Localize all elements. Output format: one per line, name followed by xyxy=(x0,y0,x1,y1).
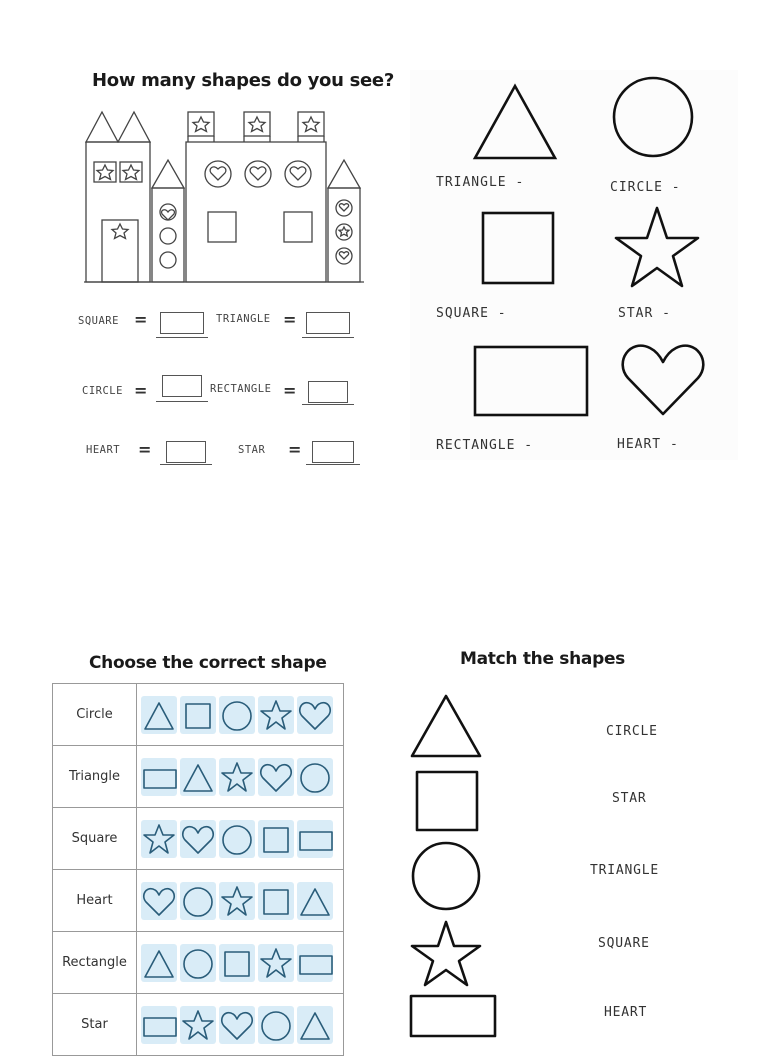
triangle-option[interactable] xyxy=(297,1006,333,1044)
triangle-option[interactable] xyxy=(297,882,333,920)
triangle-icon xyxy=(142,946,176,980)
match-shapes-column xyxy=(408,692,484,1024)
equals-sign: = xyxy=(283,310,297,329)
castle-circle xyxy=(336,200,352,216)
key-label-star: STAR - xyxy=(618,306,671,321)
star-icon xyxy=(181,1008,215,1042)
castle-heart xyxy=(250,167,266,180)
circle-option[interactable] xyxy=(180,882,216,920)
triangle-count-box[interactable] xyxy=(306,312,350,334)
rectangle-count-box[interactable] xyxy=(308,381,348,403)
rectangle-icon xyxy=(142,760,176,794)
answer-underline xyxy=(160,464,212,465)
equals-sign: = xyxy=(134,381,148,400)
castle-circle xyxy=(285,161,311,187)
square-option[interactable] xyxy=(219,944,255,982)
castle-triangle xyxy=(152,160,184,188)
equals-sign: = xyxy=(283,381,297,400)
square-icon xyxy=(220,946,254,980)
rectangle-option[interactable] xyxy=(297,944,333,982)
equals-sign: = xyxy=(134,310,148,329)
circle-option[interactable] xyxy=(219,696,255,734)
star-option[interactable] xyxy=(219,758,255,796)
choose-row-options xyxy=(137,932,344,994)
equals-sign: = xyxy=(288,440,302,459)
circle-option[interactable] xyxy=(297,758,333,796)
castle-heart xyxy=(290,167,306,180)
castle-square xyxy=(284,212,312,242)
choose-row-label: Square xyxy=(53,808,137,870)
choose-row-options xyxy=(137,684,344,746)
choose-row-label: Star xyxy=(53,994,137,1056)
key-label-square: SQUARE - xyxy=(436,306,507,321)
star-icon xyxy=(259,698,293,732)
circle-count-box[interactable] xyxy=(162,375,202,397)
star-option[interactable] xyxy=(180,1006,216,1044)
square-icon xyxy=(417,772,477,830)
match-title: Match the shapes xyxy=(460,649,626,669)
answer-underline xyxy=(302,337,354,338)
square-option[interactable] xyxy=(258,882,294,920)
heart-icon xyxy=(259,760,293,794)
match-name-star[interactable]: STAR xyxy=(612,791,647,806)
match-name-circle[interactable]: CIRCLE xyxy=(606,724,658,739)
castle-star xyxy=(193,117,209,132)
square-icon xyxy=(480,210,556,286)
heart-option[interactable] xyxy=(141,882,177,920)
heart-option[interactable] xyxy=(258,758,294,796)
circle-icon xyxy=(259,1008,293,1042)
square-option[interactable] xyxy=(180,696,216,734)
match-name-triangle[interactable]: TRIANGLE xyxy=(590,863,660,878)
choose-row xyxy=(53,932,344,994)
heart-icon xyxy=(620,340,706,418)
triangle-option[interactable] xyxy=(141,944,177,982)
answer-label-heart: HEART xyxy=(86,444,121,456)
answer-underline xyxy=(306,464,360,465)
square-icon xyxy=(259,822,293,856)
castle-circle xyxy=(160,228,176,244)
square-icon xyxy=(259,884,293,918)
castle-star xyxy=(339,227,349,236)
circle-icon xyxy=(298,760,332,794)
triangle-icon xyxy=(142,698,176,732)
castle-heart xyxy=(339,204,348,211)
choose-row-options xyxy=(137,808,344,870)
heart-icon xyxy=(142,884,176,918)
choose-row xyxy=(53,684,344,746)
answer-label-square: SQUARE xyxy=(78,315,119,327)
star-icon xyxy=(412,922,480,985)
circle-option[interactable] xyxy=(180,944,216,982)
star-icon xyxy=(220,760,254,794)
castle-square xyxy=(208,212,236,242)
key-label-rectangle: RECTANGLE - xyxy=(436,438,534,453)
circle-icon xyxy=(413,843,479,909)
castle-star xyxy=(123,165,139,180)
key-label-heart: HEART - xyxy=(617,437,679,452)
choose-row xyxy=(53,870,344,932)
castle-circle xyxy=(336,248,352,264)
castle-triangle xyxy=(328,160,360,188)
choose-row-label: Circle xyxy=(53,684,137,746)
star-icon xyxy=(259,946,293,980)
heart-icon xyxy=(181,822,215,856)
star-option[interactable] xyxy=(258,696,294,734)
choose-row-label: Rectangle xyxy=(53,932,137,994)
choose-row-options xyxy=(137,994,344,1056)
rectangle-icon xyxy=(298,946,332,980)
answer-underline xyxy=(156,401,208,402)
heart-option[interactable] xyxy=(180,820,216,858)
castle-rectangle xyxy=(86,142,150,282)
answer-label-star: STAR xyxy=(238,444,266,456)
castle-heart xyxy=(339,252,348,259)
equals-sign: = xyxy=(138,440,152,459)
circle-icon xyxy=(181,946,215,980)
choose-row-label: Heart xyxy=(53,870,137,932)
castle-star xyxy=(97,165,113,180)
star-option[interactable] xyxy=(258,944,294,982)
triangle-icon xyxy=(298,884,332,918)
castle-circle xyxy=(245,161,271,187)
square-count-box[interactable] xyxy=(160,312,204,334)
match-name-heart[interactable]: HEART xyxy=(604,1005,648,1020)
answer-label-triangle: TRIANGLE xyxy=(216,313,271,325)
circle-option[interactable] xyxy=(219,820,255,858)
rectangle-icon xyxy=(411,996,495,1036)
answer-label-circle: CIRCLE xyxy=(82,385,123,397)
castle-triangle xyxy=(118,112,150,142)
star-icon xyxy=(142,822,176,856)
match-name-square[interactable]: SQUARE xyxy=(598,936,650,951)
circle-icon xyxy=(220,698,254,732)
key-label-circle: CIRCLE - xyxy=(610,180,681,195)
triangle-option[interactable] xyxy=(180,758,216,796)
rectangle-option[interactable] xyxy=(297,820,333,858)
star-icon xyxy=(220,884,254,918)
castle-star xyxy=(249,117,265,132)
castle-triangle xyxy=(86,112,118,142)
choose-row xyxy=(53,808,344,870)
square-option[interactable] xyxy=(258,820,294,858)
triangle-icon xyxy=(298,1008,332,1042)
castle-circle xyxy=(205,161,231,187)
castle-heart xyxy=(210,167,226,180)
circle-option[interactable] xyxy=(258,1006,294,1044)
star-icon xyxy=(612,204,702,290)
triangle-icon xyxy=(412,696,480,756)
heart-count-box[interactable] xyxy=(166,441,206,463)
castle-illustration xyxy=(82,108,372,288)
circle-icon xyxy=(220,822,254,856)
square-icon xyxy=(181,698,215,732)
triangle-option[interactable] xyxy=(141,696,177,734)
castle-title: How many shapes do you see? xyxy=(92,70,394,91)
castle-star xyxy=(112,224,128,239)
choose-row-label: Triangle xyxy=(53,746,137,808)
heart-icon xyxy=(298,698,332,732)
castle-star xyxy=(303,117,319,132)
castle-rectangle xyxy=(328,188,360,282)
triangle-icon xyxy=(470,82,560,162)
rectangle-icon xyxy=(298,822,332,856)
heart-option[interactable] xyxy=(297,696,333,734)
choose-row-options xyxy=(137,870,344,932)
choose-row-options xyxy=(137,746,344,808)
choose-row xyxy=(53,746,344,808)
circle-icon xyxy=(610,74,696,160)
choose-title: Choose the correct shape xyxy=(89,653,327,673)
triangle-icon xyxy=(181,760,215,794)
rectangle-icon xyxy=(142,1008,176,1042)
heart-icon xyxy=(220,1008,254,1042)
star-count-box[interactable] xyxy=(312,441,354,463)
key-label-triangle: TRIANGLE - xyxy=(436,175,525,190)
circle-icon xyxy=(181,884,215,918)
rectangle-option[interactable] xyxy=(141,758,177,796)
castle-door xyxy=(102,220,138,282)
star-option[interactable] xyxy=(141,820,177,858)
answer-label-rectangle: RECTANGLE xyxy=(210,383,272,395)
choose-row xyxy=(53,994,344,1056)
answer-underline xyxy=(302,404,354,405)
choose-shape-table xyxy=(52,683,344,1056)
castle-circle xyxy=(160,252,176,268)
heart-option[interactable] xyxy=(219,1006,255,1044)
rectangle-option[interactable] xyxy=(141,1006,177,1044)
star-option[interactable] xyxy=(219,882,255,920)
answer-underline xyxy=(156,337,208,338)
rectangle-icon xyxy=(472,344,590,418)
